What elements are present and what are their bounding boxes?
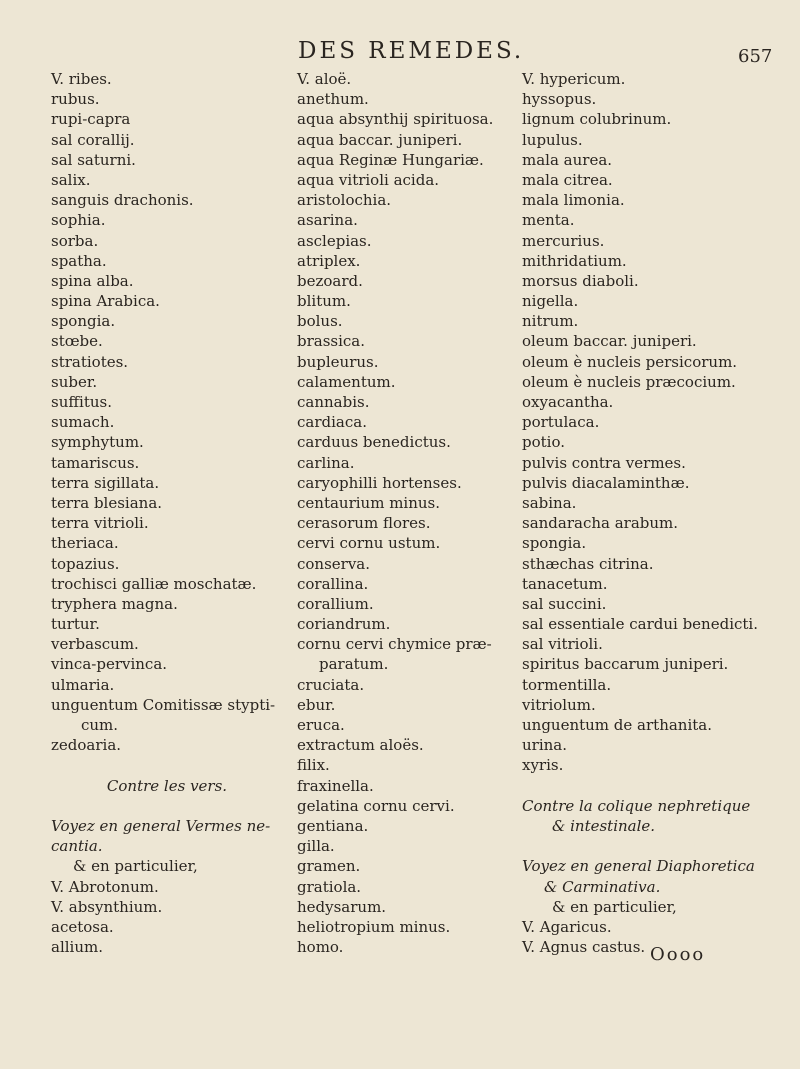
text-line: Voyez en general Vermes ne- — [51, 816, 271, 835]
text-line: sal saturni. — [51, 150, 136, 169]
text-line: cantia. — [51, 837, 103, 856]
text-line: nitrum. — [522, 312, 579, 331]
text-line: pulvis contra vermes. — [522, 453, 686, 472]
text-line: paratum. — [319, 655, 389, 674]
text-line: brassica. — [297, 332, 366, 351]
text-line: sophia. — [51, 211, 106, 230]
text-line: trochisci galliæ moschatæ. — [51, 574, 257, 593]
text-line: aqua Reginæ Hungariæ. — [297, 150, 484, 169]
text-line: symphytum. — [51, 433, 144, 452]
text-line: sumach. — [51, 413, 115, 432]
text-line: cerasorum flores. — [297, 514, 431, 533]
text-line: homo. — [297, 938, 344, 957]
text-line: V. Agnus castus. — [522, 938, 646, 957]
text-line: carduus benedictus. — [297, 433, 451, 452]
text-line: cornu cervi chymice præ- — [297, 635, 492, 654]
text-line: V. Abrotonum. — [51, 877, 159, 896]
text-line: rupi-capra — [51, 110, 131, 129]
text-line: tamariscus. — [51, 453, 140, 472]
text-line: oleum è nucleis præcocium. — [522, 372, 736, 391]
text-line: asclepias. — [297, 231, 372, 250]
text-line: sandaracha arabum. — [522, 514, 679, 533]
text-line: bezoard. — [297, 271, 363, 290]
text-line: pulvis diacalaminthæ. — [522, 473, 690, 492]
text-line: mithridatium. — [522, 251, 627, 270]
text-line: stœbe. — [51, 332, 103, 351]
page-number: 657 — [738, 46, 773, 67]
text-line: vitriolum. — [522, 695, 596, 714]
text-line: sabina. — [522, 493, 577, 512]
text-line: oleum baccar. juniperi. — [522, 332, 697, 351]
text-line: Contre les vers. — [106, 776, 228, 795]
text-line: suber. — [51, 372, 98, 391]
text-line: centaurium minus. — [297, 493, 440, 512]
text-line: unguentum de arthanita. — [522, 716, 712, 734]
text-line: anethum. — [297, 90, 369, 109]
text-line: bolus. — [297, 312, 343, 331]
text-line: corallina. — [297, 574, 369, 593]
text-line: stratiotes. — [51, 352, 129, 371]
text-line: spina alba. — [51, 271, 134, 290]
text-line: morsus diaboli. — [522, 271, 639, 290]
text-line: terra blesiana. — [51, 493, 163, 512]
text-line: extractum aloës. — [297, 736, 424, 755]
text-line: sal essentiale cardui benedicti. — [522, 615, 758, 634]
text-line: aqua baccar. juniperi. — [297, 130, 463, 149]
text-line: corallium. — [297, 594, 374, 613]
text-line: spongia. — [522, 534, 587, 553]
blank-line — [51, 755, 283, 775]
text-line: & en particulier, — [73, 857, 198, 876]
text-line: aqua vitrioli acida. — [297, 170, 440, 189]
text-line: topazius. — [51, 554, 120, 573]
text-line: bupleurus. — [297, 352, 379, 371]
text-line: ulmaria. — [51, 675, 115, 694]
text-line: cum. — [81, 716, 119, 734]
text-line: heliotropium minus. — [297, 917, 451, 936]
text-line: allium. — [51, 938, 103, 957]
text-line: mala limonia. — [522, 191, 625, 210]
text-line: gratiola. — [297, 877, 362, 896]
text-line: tormentilla. — [522, 675, 612, 694]
text-line: V. hypericum. — [522, 70, 626, 88]
text-line: carlina. — [297, 453, 355, 472]
text-line: spiritus baccarum juniperi. — [522, 655, 729, 674]
text-line: Contre la colique nephretique — [522, 796, 751, 815]
text-line: calamentum. — [297, 372, 396, 391]
text-line: sal succini. — [522, 594, 607, 613]
text-line: sal corallij. — [51, 130, 135, 149]
text-line: tanacetum. — [522, 574, 608, 593]
text-line: spongia. — [51, 312, 116, 331]
text-line: portulaca. — [522, 413, 600, 432]
text-line: potio. — [522, 433, 565, 452]
text-line: salix. — [51, 170, 91, 189]
text-line: cannabis. — [297, 393, 370, 411]
text-line: gentiana. — [297, 816, 369, 835]
text-line: acetosa. — [51, 917, 114, 936]
column-middle — [297, 69, 515, 957]
text-line: sorba. — [51, 231, 99, 250]
catchword: Oooo — [650, 944, 706, 965]
text-line: V. Agaricus. — [522, 917, 612, 936]
text-line: verbascum. — [51, 635, 139, 654]
text-line: & en particulier, — [552, 897, 677, 916]
text-line: gilla. — [297, 837, 335, 856]
text-line: oxyacantha. — [522, 393, 614, 411]
text-line: terra vitrioli. — [51, 514, 149, 533]
text-line: turtur. — [51, 615, 100, 634]
text-line: filix. — [297, 756, 330, 775]
text-line: & Carminativa. — [544, 877, 661, 896]
text-line: lupulus. — [522, 130, 583, 149]
text-line: gelatina cornu cervi. — [297, 796, 455, 815]
text-line: mala citrea. — [522, 170, 613, 189]
text-line: fraxinella. — [297, 776, 374, 795]
text-line: coriandrum. — [297, 615, 391, 634]
text-line: hedysarum. — [297, 897, 387, 916]
text-line: sthæchas citrina. — [522, 554, 654, 573]
text-line: sal vitrioli. — [522, 635, 603, 654]
text-line: urina. — [522, 736, 567, 755]
text-line: gramen. — [297, 857, 361, 876]
column-right — [522, 69, 792, 957]
text-line: oleum è nucleis persicorum. — [522, 352, 738, 371]
text-line: sanguis drachonis. — [51, 191, 194, 210]
text-line: nigella. — [522, 292, 579, 311]
blank-line — [522, 776, 792, 796]
text-line: menta. — [522, 211, 575, 230]
text-line: hyssopus. — [522, 90, 597, 109]
text-line: cervi cornu ustum. — [297, 534, 441, 553]
column-left — [51, 69, 283, 957]
text-line: atriplex. — [297, 251, 361, 270]
running-title: DES REMEDES. — [298, 38, 525, 64]
page-header — [0, 38, 800, 68]
text-line: terra sigillata. — [51, 473, 160, 492]
text-line: tryphera magna. — [51, 594, 178, 613]
text-line: blitum. — [297, 292, 351, 311]
text-line: aristolochia. — [297, 191, 392, 210]
text-line: lignum colubrinum. — [522, 110, 672, 129]
text-line: eruca. — [297, 716, 345, 734]
text-line: theriaca. — [51, 534, 119, 553]
text-line: cardiaca. — [297, 413, 367, 432]
blank-line — [51, 796, 283, 816]
text-line: ebur. — [297, 695, 336, 714]
text-line: V. ribes. — [51, 70, 112, 88]
text-line: Voyez en general Diaphoretica — [522, 857, 755, 876]
text-line: mercurius. — [522, 231, 605, 250]
text-line: caryophilli hortenses. — [297, 473, 462, 492]
text-line: aqua absynthij spirituosa. — [297, 110, 494, 129]
text-line: conserva. — [297, 554, 371, 573]
text-line: xyris. — [522, 756, 564, 775]
text-line: vinca-pervinca. — [51, 655, 168, 674]
text-line: rubus. — [51, 90, 100, 109]
text-line: zedoaria. — [51, 736, 122, 755]
text-line: unguentum Comitissæ stypti- — [51, 695, 276, 714]
text-line: suffitus. — [51, 393, 112, 411]
text-line: asarina. — [297, 211, 358, 230]
text-line: V. aloë. — [297, 70, 352, 88]
text-line: mala aurea. — [522, 150, 613, 169]
text-line: spatha. — [51, 251, 107, 270]
blank-line — [522, 836, 792, 856]
text-line: & intestinale. — [552, 816, 656, 835]
text-line: spina Arabica. — [51, 292, 160, 311]
text-line: V. absynthium. — [51, 897, 163, 916]
text-line: cruciata. — [297, 675, 365, 694]
